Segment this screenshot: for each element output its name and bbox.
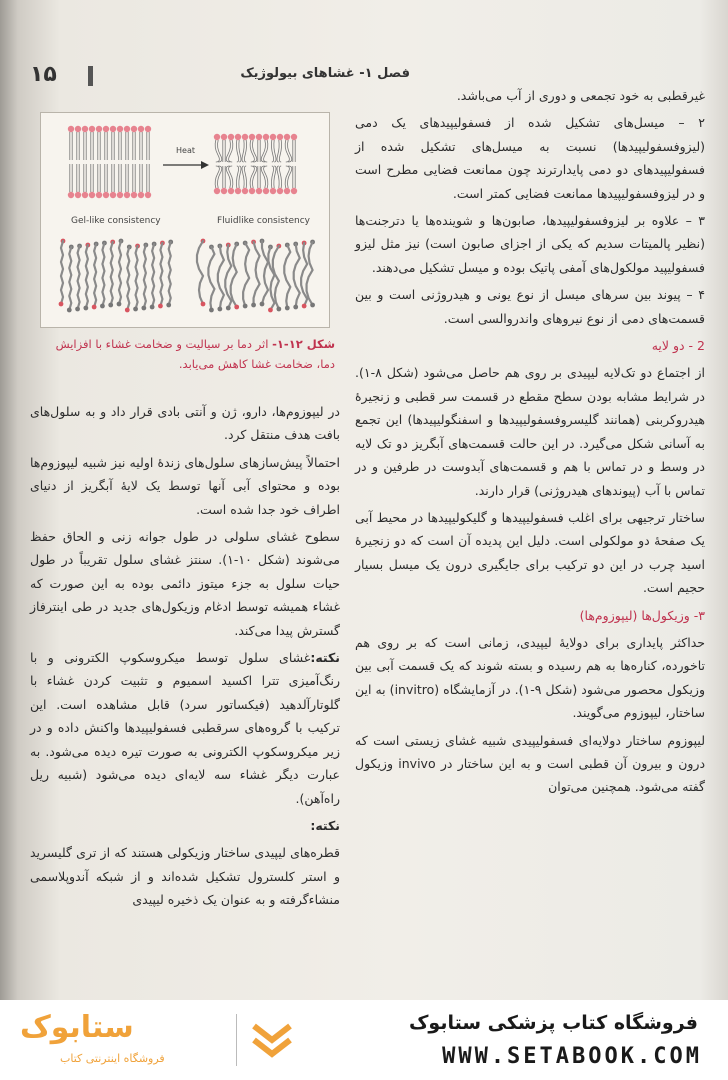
- atom: [243, 304, 248, 309]
- page-number: ۱۵: [30, 62, 57, 87]
- lipid-head: [228, 134, 234, 140]
- store-logo-icon: [250, 1016, 294, 1064]
- heat-arrow-head: [201, 161, 209, 169]
- gel-label: Gel-like consistency: [71, 216, 161, 226]
- lipid-chain: [218, 246, 224, 309]
- lipid-chain: [152, 244, 154, 307]
- lipid-head: [242, 134, 248, 140]
- lipid-tail: [279, 166, 281, 188]
- atom: [75, 307, 80, 312]
- note-text: غشای سلول توسط میکروسکوپ الکترونی و با رنگ‌آمیزی تترا اکسید اسمیوم و تثبیت کردن غشاء با گلوتارآلدهید (فیکساتور سرد) قابل مشاهده است. این ترکیب با گروه‌های سرقطبی فسفولیپیدها واکنش داده و در زیر میکروسکوپ الکترونی به صورت تیره دیده می‌شود. به عبارت دیگر غشاء سه لایه‌ای دیده می‌شود (شبیه ریل راه‌آهن).: [30, 650, 340, 806]
- paragraph: قطره‌های لیپیدی ساختار وزیکولی هستند که از تری گلیسرید و استر کلسترول تشکیل شده‌اند و از شبکه آندوپلاسمی منشاءگرفته و به عنوان یک ذخیره لیپیدی: [30, 845, 340, 908]
- left-text-column: [30, 400, 340, 916]
- atom: [276, 307, 281, 312]
- lipid-chain: [127, 247, 129, 310]
- atom: [125, 308, 130, 313]
- lipid-tail: [277, 140, 279, 162]
- lipid-tail: [236, 166, 238, 188]
- lipid-chain: [307, 242, 313, 305]
- lipid-head: [89, 126, 95, 132]
- lipid-head: [124, 192, 130, 198]
- lipid-head: [228, 188, 234, 194]
- lipid-head: [242, 188, 248, 194]
- lipid-chain: [86, 245, 88, 308]
- atom: [201, 302, 206, 307]
- gel-bilayer: [68, 126, 151, 198]
- lipid-chain: [243, 243, 249, 306]
- lipid-head: [96, 126, 102, 132]
- paragraph: در لیپوزوم‌ها، دارو، ژن و آنتی بادی قرار داد و به سلول‌های بافت هدف منتقل کرد.: [30, 404, 340, 443]
- lipid-head: [82, 126, 88, 132]
- paragraph: حداکثر پایداری برای دولایهٔ لیپیدی، زمانی است که بر روی هم تاخورده، کناره‌ها به هم رسیده و بسته شوند که یک قسمت آبی بین وزیکول محصور می‌شود (شکل ۹-۱). در آزمایشگاه (invitro) به این ساختار، لیپوزوم می‌گویند.: [355, 634, 705, 721]
- lipid-chain: [111, 242, 113, 305]
- section-heading: 2 - دو لایه: [651, 338, 705, 354]
- atom: [302, 304, 307, 309]
- atom: [92, 305, 97, 310]
- lipid-chain: [102, 243, 104, 306]
- paragraph: لیپوزوم ساختار دولایه‌ای فسفولیپیدی شبیه غشای زیستی است که درون و بیرون آن قطبی است و به این ساختار در invivo وزیکول گفته می‌شود. همچنین می‌توان: [355, 732, 706, 795]
- lipid-chain: [169, 242, 171, 305]
- lipid-head: [68, 126, 74, 132]
- atom: [285, 306, 290, 311]
- lipid-tail: [239, 140, 241, 162]
- atom: [117, 302, 122, 307]
- lipid-head: [145, 192, 151, 198]
- heat-label: Heat: [176, 146, 195, 155]
- lipid-chain: [284, 245, 290, 308]
- store-logo-subtitle: فروشگاه اینترنتی کتاب: [60, 1052, 165, 1065]
- lipid-head: [284, 188, 290, 194]
- header-divider: [88, 66, 93, 86]
- atom: [83, 306, 88, 311]
- lipid-head: [277, 134, 283, 140]
- gel-molecular-model: [59, 239, 174, 313]
- lipid-tail: [244, 140, 246, 162]
- lipid-head: [235, 134, 241, 140]
- lipid-head: [284, 134, 290, 140]
- lipid-tail: [242, 166, 244, 188]
- atom: [67, 308, 72, 313]
- lipid-chain: [262, 241, 268, 304]
- lipid-chain: [208, 247, 214, 310]
- lipid-head: [117, 126, 123, 132]
- atom: [209, 308, 214, 313]
- atom: [310, 303, 315, 308]
- lipid-head: [263, 134, 269, 140]
- lipid-head: [89, 192, 95, 198]
- section-heading: ۳- وزیکول‌ها (لیپوزوم‌ها): [579, 607, 705, 623]
- lipid-tail: [274, 140, 276, 162]
- lipid-tail: [279, 140, 281, 162]
- lipid-chain: [119, 241, 121, 304]
- lipid-chain: [301, 243, 307, 306]
- lipid-head: [291, 188, 297, 194]
- note-paragraph: [30, 646, 340, 810]
- lipid-head: [270, 134, 276, 140]
- lipid-tail: [271, 140, 273, 162]
- note-label: نکته:: [310, 817, 340, 833]
- lipid-head: [68, 192, 74, 198]
- paragraph: ۲ – میسل‌های تشکیل شده از فسفولیپیدهای یک دمی (لیزوفسفولیپیدها) نسبت به میسل‌های تشکیل شده از فسفولیپیدهای دو دمی پایدارترند چون ممانعت فضایی مطرح است و در لیزوفسفولیپیدها ممانعت فضایی کمتر است.: [355, 115, 705, 201]
- footer-divider: [236, 1014, 237, 1066]
- lipid-head: [270, 188, 276, 194]
- lipid-head: [110, 192, 116, 198]
- lipid-head: [138, 192, 144, 198]
- atom: [166, 303, 171, 308]
- figure-caption: [40, 334, 335, 374]
- lipid-head: [249, 134, 255, 140]
- atom: [251, 303, 256, 308]
- lipid-chain: [254, 242, 260, 305]
- note-label: نکته:: [310, 650, 340, 666]
- page-header: [30, 62, 410, 92]
- atom: [133, 307, 138, 312]
- lipid-chain: [160, 243, 162, 306]
- lipid-head: [235, 188, 241, 194]
- paragraph: ساختار ترجیهی برای اغلب فسفولیپیدها و گلیکولیپیدها در محیط آبی یک صفحهٔ دو مولکولی است. دلیل این پدیده آن است که دو زنجیرهٔ اسید چرب در این دو ترکیب برای جایگیری درون یک میسل بسیار حجیم است.: [355, 509, 705, 596]
- lipid-head: [117, 192, 123, 198]
- fluid-bilayer: [214, 134, 297, 194]
- lipid-tail: [242, 140, 244, 162]
- atom: [59, 302, 64, 307]
- store-name: فروشگاه کتاب پزشکی ستابوک: [408, 1012, 698, 1034]
- atom: [293, 305, 298, 310]
- atom: [158, 304, 163, 309]
- lipid-chain: [136, 246, 138, 309]
- right-text-column: [355, 84, 705, 803]
- lipid-tail: [277, 166, 279, 188]
- paragraph: از اجتماع دو تک‌لایه لیپیدی بر روی هم حاصل می‌شود (شکل ۸-۱). در شرایط مشابه بودن سطح مقطع در قسمت سر قطبی و زنجیرهٔ هیدروکربنی (همانند گلیسروفسفولیپیدها و اسفنگولیپیدها) این تجمع به آسانی شکل می‌گیرد. در این حالت قسمت‌های آبگریز دو تک لایه در وسط و در تماس با هم و قسمت‌های آبدوست در طرفین و در تماس با آب (پیوندهای هیدروژنی) قرار دارند.: [355, 365, 705, 498]
- fluid-molecular-model: [197, 239, 315, 313]
- lipid-head: [277, 188, 283, 194]
- store-logo-text: ستابوک: [20, 1010, 134, 1045]
- atom: [100, 304, 105, 309]
- lipid-head: [131, 126, 137, 132]
- lipid-head: [145, 126, 151, 132]
- lipid-chain: [94, 244, 96, 307]
- lipid-tail: [244, 166, 246, 188]
- lipid-tail: [274, 166, 276, 188]
- chapter-title: فصل ۱- غشاهای بیولوژیک: [240, 66, 410, 81]
- lipid-chain: [61, 241, 63, 304]
- caption-title: شکل ۱۲-۱-: [272, 337, 335, 351]
- atom: [234, 305, 239, 310]
- lipid-chain: [78, 246, 80, 309]
- lipid-chain: [197, 241, 203, 304]
- membrane-figure: [40, 112, 330, 328]
- lipid-head: [256, 188, 262, 194]
- atom: [108, 303, 113, 308]
- lipid-head: [75, 126, 81, 132]
- lipid-head: [110, 126, 116, 132]
- atom: [141, 306, 146, 311]
- store-footer: [0, 1000, 728, 1080]
- atom: [260, 302, 265, 307]
- paragraph: ۴ – پیوند بین سرهای میسل از نوع یونی و هیدروژنی است و بین قسمت‌های دمی از نوع نیروهای واندروالسی است.: [355, 287, 705, 326]
- paragraph: غیرقطبی به خود تجمعی و دوری از آب می‌باشد.: [456, 88, 705, 103]
- lipid-head: [124, 126, 130, 132]
- paragraph: احتمالاً پیش‌سازهای سلول‌های زندهٔ اولیه نیز شبیه لیپوزوم‌ها بوده و محتوای آبی آنها توسط یک لایهٔ آبگریز از دنیای اطراف خود جدا شده است.: [30, 454, 340, 517]
- lipid-chain: [231, 244, 237, 307]
- atom: [217, 307, 222, 312]
- note-paragraph: [30, 814, 340, 837]
- lipid-head: [103, 126, 109, 132]
- atom: [150, 305, 155, 310]
- lipid-head: [75, 192, 81, 198]
- caption-text: اثر دما بر سیالیت و ضخامت غشاء با افزایش دما، ضخامت غشا کاهش می‌یابد.: [55, 337, 335, 371]
- lipid-head: [263, 188, 269, 194]
- atom: [226, 306, 231, 311]
- fluid-label: Fluidlike consistency: [217, 216, 310, 226]
- atom: [268, 308, 273, 313]
- lipid-head: [82, 192, 88, 198]
- lipid-head: [131, 192, 137, 198]
- store-url[interactable]: WWW.SETABOOK.COM: [442, 1044, 702, 1069]
- lipid-tail: [271, 166, 273, 188]
- lipid-head: [138, 126, 144, 132]
- lipid-head: [214, 134, 220, 140]
- lipid-head: [96, 192, 102, 198]
- lipid-tail: [239, 166, 241, 188]
- lipid-head: [249, 188, 255, 194]
- lipid-head: [256, 134, 262, 140]
- lipid-head: [291, 134, 297, 140]
- lipid-tail: [236, 140, 238, 162]
- lipid-chain: [294, 244, 300, 307]
- paragraph: ۳ – علاوه بر لیزوفسفولیپیدها، صابون‌ها و شوینده‌ها یا دترجنت‌ها (نظیر پالمیتات سدیم که یکی از اجزای صابون است) نیز مثل لیزو فسفولیپید مولکول‌های آمفی پاتیک بوده و میسل تشکیل می‌دهند.: [355, 213, 705, 275]
- lipid-head: [214, 188, 220, 194]
- paragraph: سطوح غشای سلولی در طول جوانه زنی و الحاق حفظ می‌شوند (شکل ۱۰-۱). سنتز غشای سلول تقریباً در طول حیات سلول به جزء میتوز دائمی بوده به این صورت که غشاء همیشه توسط ادغام وزیکول‌های جدید در طی اینترفاز گسترش پیدا می‌کند.: [30, 529, 340, 638]
- lipid-chain: [144, 245, 146, 308]
- lipid-chain: [225, 245, 231, 308]
- lipid-head: [221, 188, 227, 194]
- lipid-chain: [69, 247, 71, 310]
- lipid-head: [221, 134, 227, 140]
- lipid-head: [103, 192, 109, 198]
